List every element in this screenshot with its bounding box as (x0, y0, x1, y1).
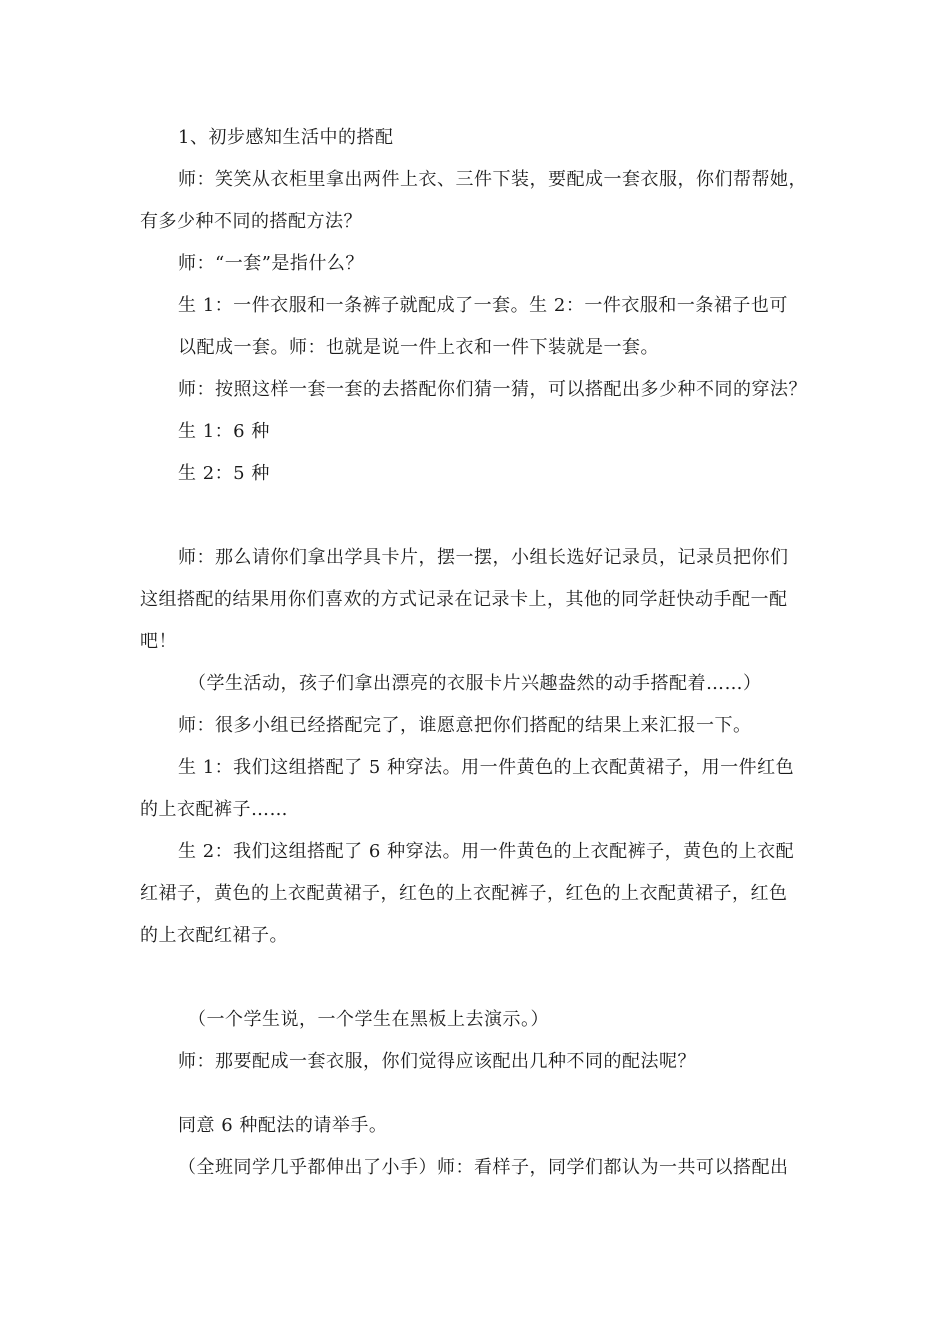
text-line: 师：那要配成一套衣服，你们觉得应该配出几种不同的配法呢？ (178, 1051, 696, 1072)
text-line: 师：很多小组已经搭配完了，谁愿意把你们搭配的结果上来汇报一下。 (178, 715, 752, 736)
text-line: （全班同学几乎都伸出了小手）师：看样子，同学们都认为一共可以搭配出 (178, 1157, 789, 1178)
text-line: 师：笑笑从衣柜里拿出两件上衣、三件下装，要配成一套衣服，你们帮帮她， (178, 169, 807, 190)
text-line: （一个学生说，一个学生在黑板上去演示。） (188, 1009, 549, 1030)
text-line: 同意 6 种配法的请举手。 (178, 1115, 388, 1136)
text-line: 红裙子，黄色的上衣配黄裙子，红色的上衣配裤子，红色的上衣配黄裙子，红色 (140, 883, 788, 904)
text-line: 生 1：一件衣服和一条裤子就配成了一套。生 2：一件衣服和一条裙子也可 (178, 295, 788, 316)
text-line: 生 1：我们这组搭配了 5 种穿法。用一件黄色的上衣配黄裙子，用一件红色 (178, 757, 795, 778)
text-line: 师：那么请你们拿出学具卡片，摆一摆，小组长选好记录员，记录员把你们 (178, 547, 789, 568)
text-line: 的上衣配裤子…… (140, 799, 288, 820)
text-line: 师：按照这样一套一套的去搭配你们猜一猜，可以搭配出多少种不同的穿法？ (178, 379, 807, 400)
text-line: 这组搭配的结果用你们喜欢的方式记录在记录卡上，其他的同学赶快动手配一配 (140, 589, 788, 610)
text-line: 师：“一套”是指什么？ (178, 253, 364, 274)
text-line: 以配成一套。师：也就是说一件上衣和一件下装就是一套。 (178, 337, 659, 358)
text-line: 的上衣配红裙子。 (140, 925, 288, 946)
text-line: 有多少种不同的搭配方法？ (140, 211, 362, 232)
section-heading: 1、初步感知生活中的搭配 (178, 127, 394, 148)
text-line: 生 2：5 种 (178, 463, 270, 484)
text-line: 吧！ (140, 631, 177, 652)
text-line: 生 1：6 种 (178, 421, 270, 442)
text-line: （学生活动，孩子们拿出漂亮的衣服卡片兴趣盎然的动手搭配着……） (188, 673, 762, 694)
text-line: 生 2：我们这组搭配了 6 种穿法。用一件黄色的上衣配裤子，黄色的上衣配 (178, 841, 795, 862)
